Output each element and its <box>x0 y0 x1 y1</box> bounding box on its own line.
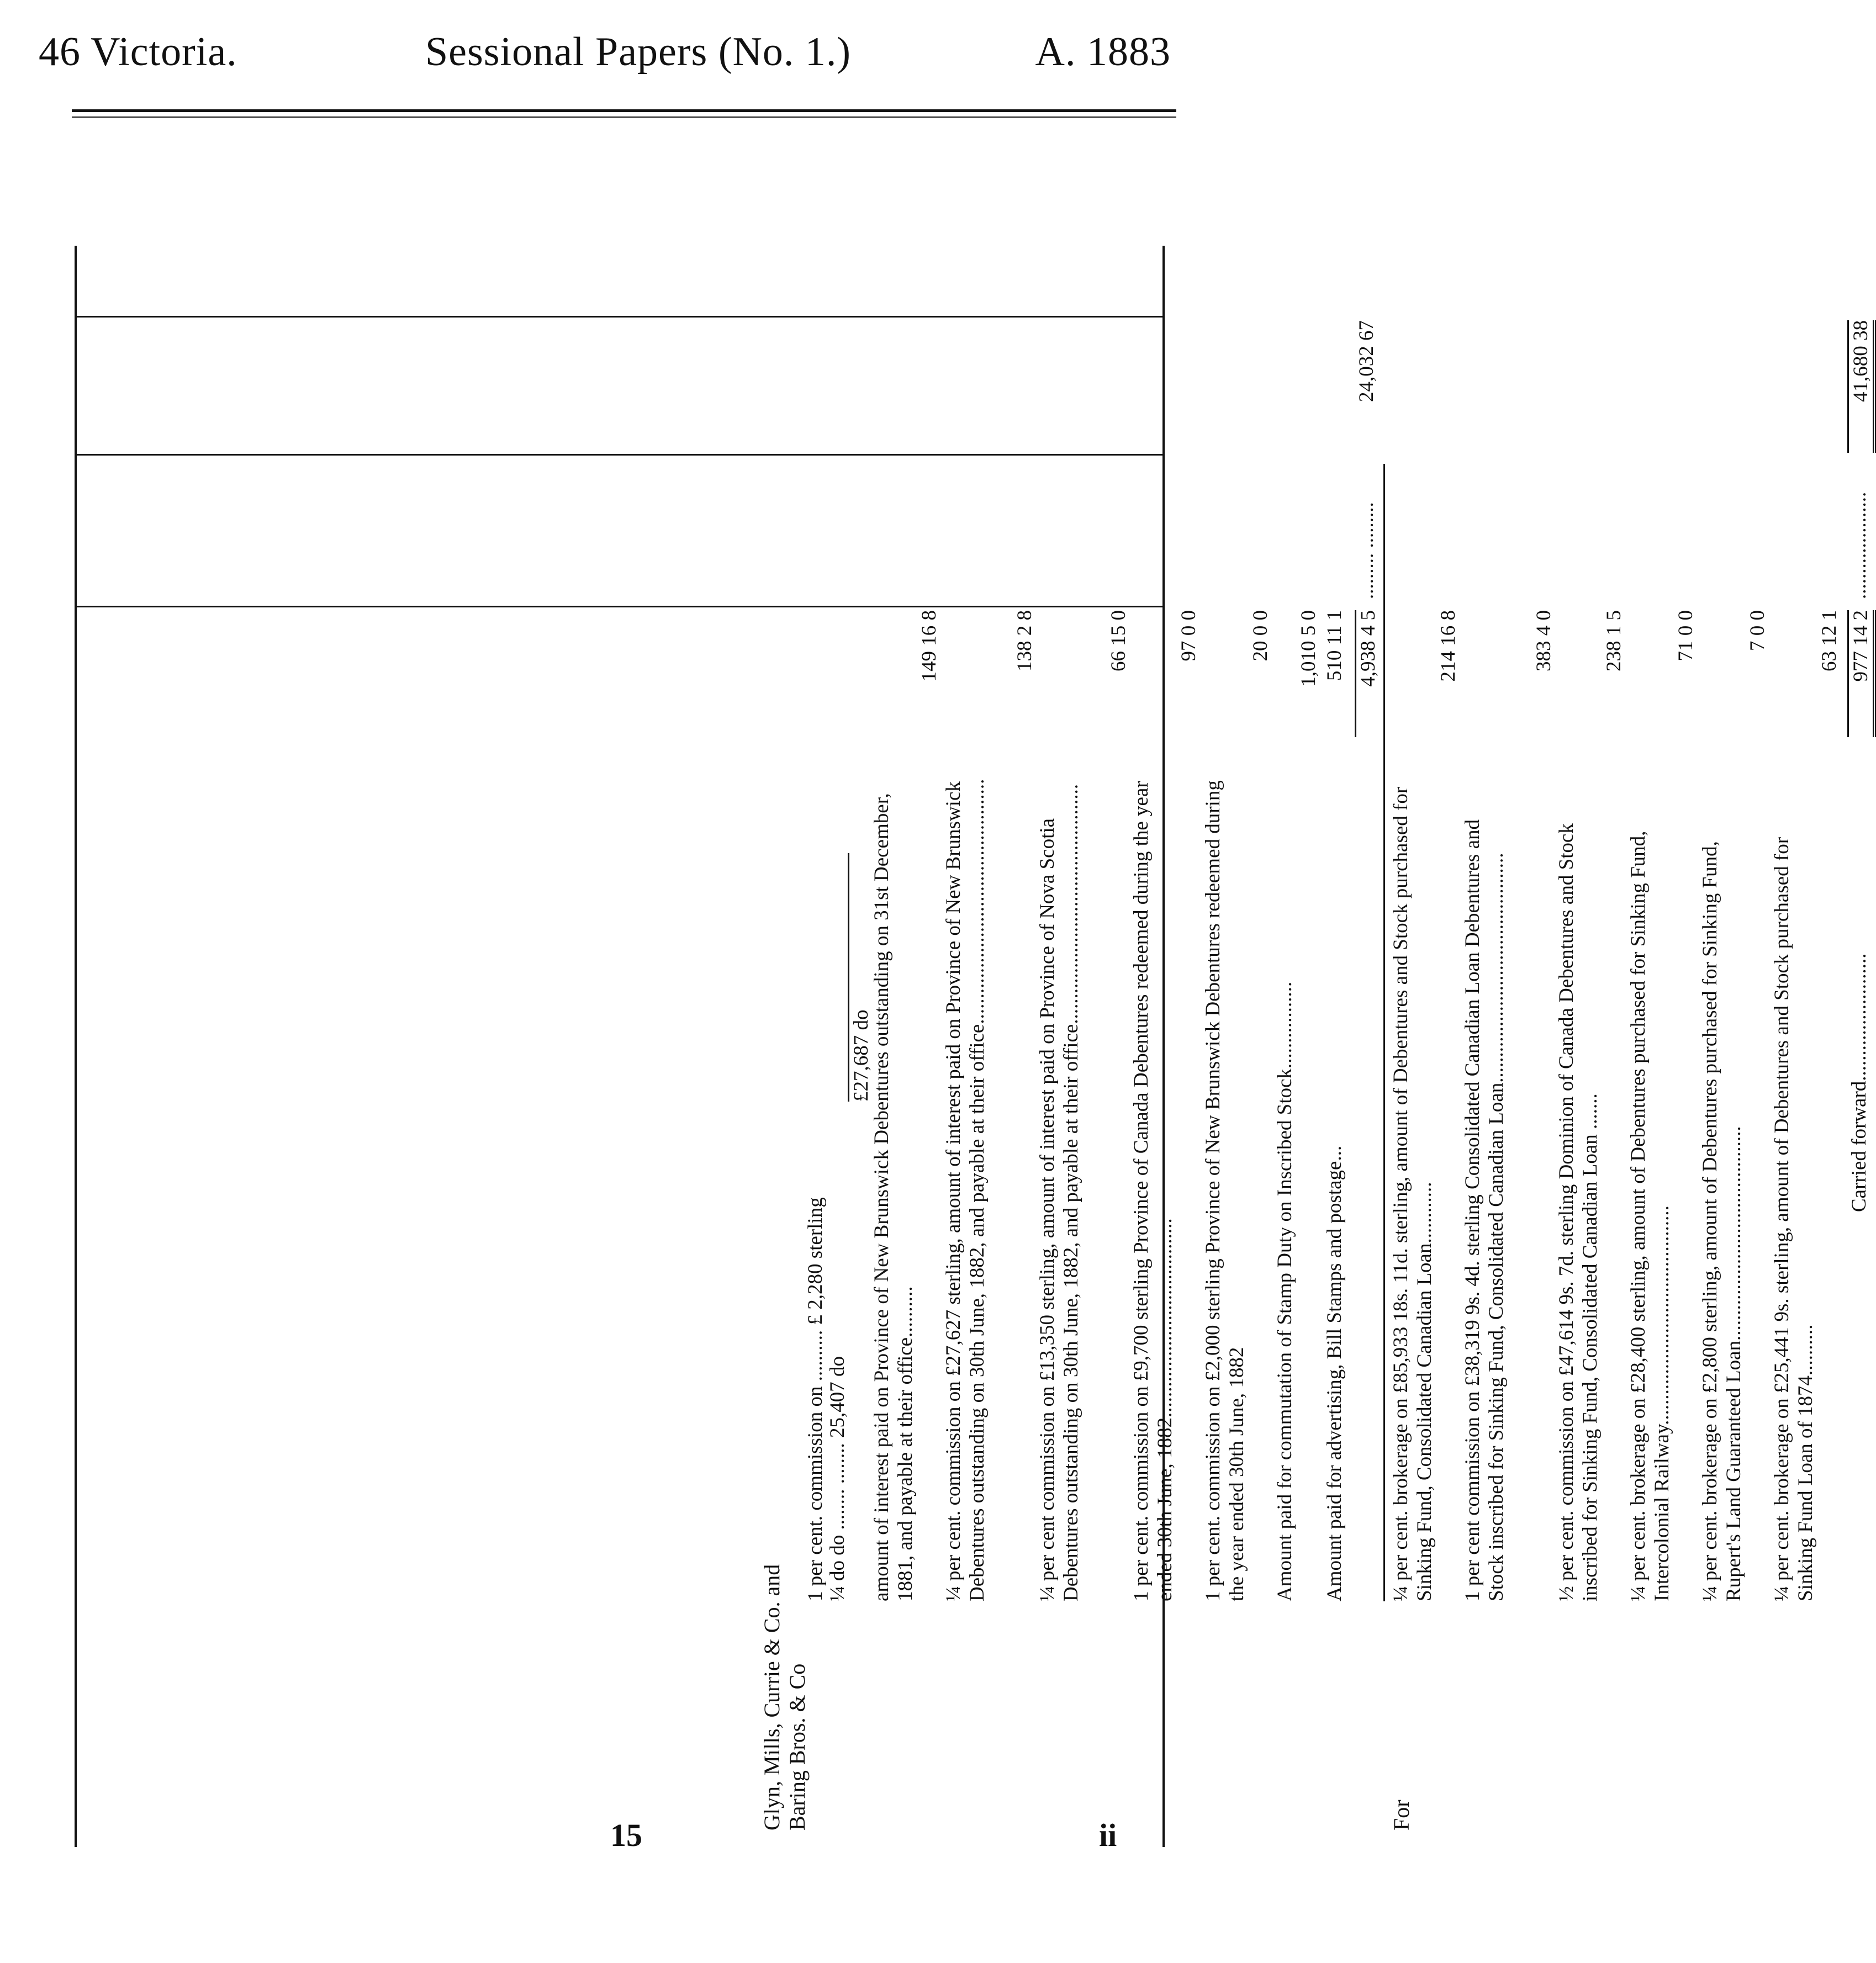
row-description: £27,687 do <box>848 853 873 1102</box>
row-description: Amount paid for commutation of Stamp Duty on Inscribed Stock................. <box>1273 981 1296 1601</box>
row-amount: 71 0 0 <box>1674 610 1697 662</box>
row-description: ¼ per cent commission on £13,350 sterling, amount of interest paid on Province of Nova Scotia Debentures outstanding on 30th June, 1882, and payable at their office............................................... <box>1036 784 1082 1601</box>
row-description: ¼ per cent. brokerage on £2,800 sterling, amount of Debentures purchased for Sinking Fund, Rupert's Land Guaranteed Loan.......................................... <box>1699 841 1745 1601</box>
row-description: ¼ per cent. commission on £27,627 sterling, amount of interest paid on Province of New Brunswick Debentures outstanding on 30th June, 1882, and payable at their office................................................ <box>942 779 989 1601</box>
row-description: 1 per cent. commission on £9,700 sterling Province of Canada Debentures redeemed during the year ended 30th June, 1882....................................... <box>1130 781 1176 1601</box>
column-divider-pounds <box>75 606 1162 607</box>
subtotal-amount: 4,938 4 5 <box>1355 610 1380 737</box>
column-divider-dollars <box>75 316 1162 318</box>
row-amount: 138 2 8 <box>1013 610 1036 671</box>
accounts-table <box>75 246 1872 1847</box>
row-amount: 63 12 1 <box>1818 610 1841 671</box>
row-description: 1 per cent. commission on .......... £ 2,280 sterling <box>804 1197 827 1601</box>
row-description: 1 per cent. commission on £2,000 sterling Province of New Brunswick Debentures redeemed during the year ended 30th June, 1882 <box>1202 780 1248 1601</box>
session-label: 46 Victoria. <box>39 29 237 75</box>
row-description: Amount paid for advertising, Bill Stamps and postage... <box>1323 1145 1346 1601</box>
carried-forward-label: Carried forward......................... <box>1848 953 1870 1212</box>
row-amount: 149 16 8 <box>918 610 940 682</box>
document-title: Sessional Papers (No. 1.) <box>425 29 852 75</box>
carried-forward-amount: 977 14 2 <box>1847 610 1876 737</box>
bank-name: Glyn, Mills, Currie & Co. and Baring Bros. & Co <box>759 1564 810 1830</box>
signature-mark: ii <box>1099 1817 1117 1853</box>
page-number: 15 <box>610 1817 642 1853</box>
row-amount: 97 0 0 <box>1177 610 1200 662</box>
row-amount: 1,010 5 0 <box>1297 610 1320 687</box>
row-description: ¼ per cent. brokerage on £25,441 9s. sterling, amount of Debentures and Stock purchased for Sinking Fund Loan of 1874.......... <box>1771 837 1817 1601</box>
table-top-rule <box>75 246 77 1847</box>
carried-forward-leader: ..................... <box>1848 491 1870 599</box>
row-description: ¼ per cent. brokerage on £85,933 18s. 11d. sterling, amount of Debentures and Stock purchased for Sinking Fund, Consolidated Canadian Loan............ <box>1389 786 1436 1601</box>
row-amount: 214 16 8 <box>1437 610 1460 682</box>
row-amount: 383 4 0 <box>1532 610 1555 671</box>
row-amount: 7 0 0 <box>1746 610 1769 651</box>
row-description: amount of interest paid on Province of New Brunswick Debentures outstanding on 31st December, 1881, and payable at their office.......... <box>870 793 917 1601</box>
header-rule-thick <box>72 109 1176 112</box>
row-amount: 20 0 0 <box>1249 610 1272 662</box>
row-description: ½ per cent. commission on £47,614 9s. 7d. sterling Dominion of Canada Debentures and Stock inscribed for Sinking Fund, Consolidated Canadian Loan ....... <box>1555 823 1602 1601</box>
row-description: 1 per cent commission on £38,319 9s. 4d. sterling Consolidated Canadian Loan Debentures and Stock inscribed for Sinking Fund, Consolidated Canadian Loan............................................. <box>1461 819 1508 1601</box>
row-amount: 510 11 1 <box>1323 610 1346 681</box>
column-divider-dots <box>75 454 1162 456</box>
header-rule-thin <box>72 117 1176 118</box>
row-amount: 66 15 0 <box>1107 610 1130 671</box>
carried-forward-dollars: 41,680 38 <box>1847 320 1876 453</box>
year-label: A. 1883 <box>1035 29 1171 75</box>
subtotal-dollars: 24,032 67 <box>1355 320 1378 402</box>
row-description: ¼ per cent. brokerage on £28,400 sterling, amount of Debentures purchased for Sinking Fund, Intercolonial Railway........................................... <box>1627 830 1673 1601</box>
page-header <box>39 29 1171 89</box>
group-divider <box>1383 464 1385 1601</box>
row-description: ¼ do do ........ ........ 25,407 do <box>826 1356 849 1601</box>
row-amount: 238 1 5 <box>1603 610 1625 671</box>
subtotal-leader: ......... ......... <box>1355 502 1378 599</box>
bank-name: For <box>1389 1800 1414 1830</box>
